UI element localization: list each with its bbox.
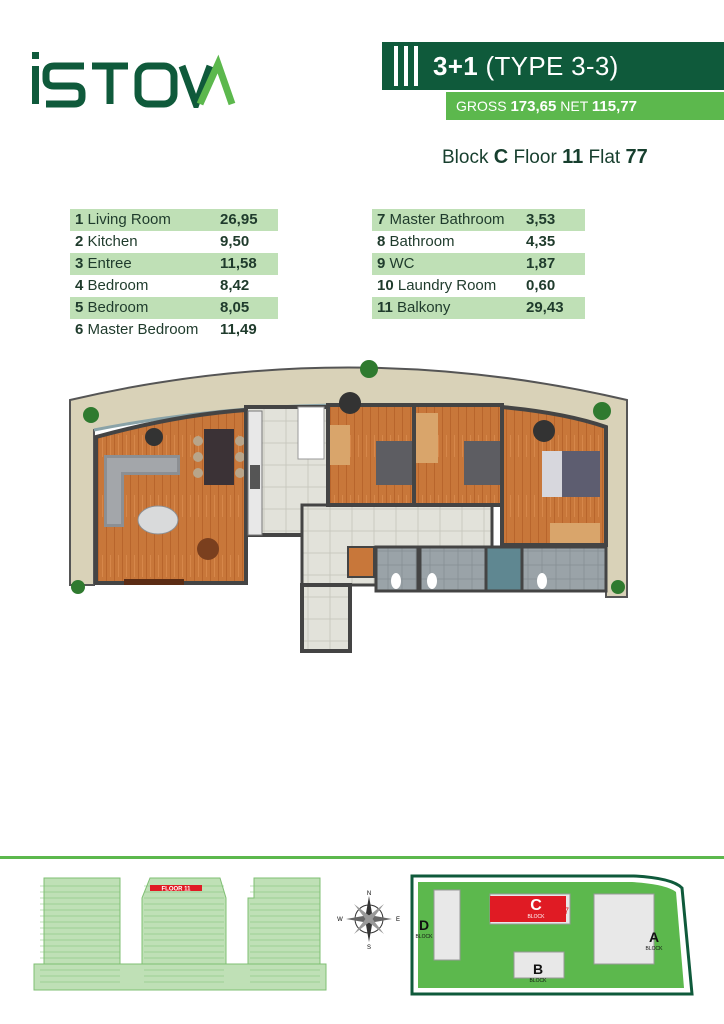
room-area: 4,35 xyxy=(526,233,556,250)
room-row xyxy=(372,297,585,319)
block-value: C xyxy=(493,146,509,168)
room-area: 8,42 xyxy=(220,277,250,294)
building-elevation xyxy=(30,868,330,998)
floor-label: Floor xyxy=(513,147,557,168)
room-number: 9 xyxy=(377,255,386,272)
laundry-room xyxy=(348,547,374,577)
room-number: 5 xyxy=(75,299,84,316)
flat-marker: 77 xyxy=(558,906,570,916)
room-row xyxy=(70,253,278,275)
room-row xyxy=(372,253,585,275)
block-c-letter: C xyxy=(530,897,542,914)
room-name: Balkony xyxy=(397,299,451,316)
plant-icon xyxy=(71,580,85,594)
istova-logo xyxy=(32,52,237,108)
block-a-word: BLOCK xyxy=(645,946,663,952)
compass-w: W xyxy=(337,917,343,923)
room-number: 1 xyxy=(75,211,84,228)
room-name: Master Bathroom xyxy=(389,211,505,228)
room-table-left xyxy=(70,209,278,341)
plant-icon xyxy=(611,580,625,594)
gross-value: 173,65 xyxy=(510,98,557,115)
block-d-word: BLOCK xyxy=(415,934,433,940)
room-name: Entree xyxy=(87,255,132,272)
room-name: Bedroom xyxy=(87,277,149,294)
room-row xyxy=(372,209,585,231)
gross-label: GROSS xyxy=(456,98,507,114)
room-name: WC xyxy=(389,255,415,272)
room-name: Kitchen xyxy=(87,233,138,250)
block-floor-flat xyxy=(442,146,648,169)
room-area: 11,58 xyxy=(220,255,257,272)
room-name: Living Room xyxy=(87,211,171,228)
room-area: 9,50 xyxy=(220,233,250,250)
room-area: 1,87 xyxy=(526,255,556,272)
site-plan xyxy=(404,866,704,1006)
plant-icon xyxy=(360,360,378,378)
section-divider xyxy=(0,856,724,859)
room-row xyxy=(70,297,278,319)
floor-value: 11 xyxy=(562,146,584,168)
room-name: Master Bedroom xyxy=(87,321,199,338)
compass-n: N xyxy=(366,891,372,897)
room-area: 8,05 xyxy=(220,299,250,316)
room-row xyxy=(372,231,585,253)
room-row xyxy=(70,275,278,297)
room-area: 29,43 xyxy=(526,299,564,316)
unit-type-main: 3+1 xyxy=(433,51,479,81)
room-area: 11,49 xyxy=(220,321,257,338)
highlighted-floor-label: FLOOR 11 xyxy=(161,886,191,893)
room-number: 3 xyxy=(75,255,84,272)
plant-icon xyxy=(593,402,611,420)
room-number: 11 xyxy=(377,299,393,316)
room-area: 26,95 xyxy=(220,211,258,228)
room-row xyxy=(372,275,585,297)
unit-type-sub: (TYPE 3-3) xyxy=(485,51,619,81)
compass-icon xyxy=(336,888,402,950)
net-label: NET xyxy=(560,98,588,114)
room-row xyxy=(70,319,278,341)
unit-type-title xyxy=(433,51,619,82)
block-d-letter: D xyxy=(418,917,430,933)
block-a-letter: A xyxy=(648,929,660,945)
net-value: 115,77 xyxy=(591,98,637,115)
plant-icon xyxy=(83,407,99,423)
floor-plan xyxy=(66,355,631,655)
compass-s: S xyxy=(366,945,372,950)
room-number: 2 xyxy=(75,233,84,250)
block-c-word: BLOCK xyxy=(527,914,545,920)
master-bathroom xyxy=(522,547,606,591)
room-number: 7 xyxy=(377,211,386,228)
gross-net-band xyxy=(446,92,724,120)
block-label: Block xyxy=(442,147,489,168)
room-row xyxy=(70,209,278,231)
block-b-letter: B xyxy=(532,961,544,977)
room-row xyxy=(70,231,278,253)
room-number: 10 xyxy=(377,277,394,294)
flat-label: Flat xyxy=(588,147,621,168)
compass-e: E xyxy=(395,917,401,923)
room-number: 4 xyxy=(75,277,84,294)
block-b-word: BLOCK xyxy=(529,978,547,984)
band-stripes xyxy=(392,46,430,86)
room-table-right xyxy=(372,209,585,319)
room-area: 3,53 xyxy=(526,211,556,228)
room-number: 8 xyxy=(377,233,386,250)
room-number: 6 xyxy=(75,321,84,338)
room-name: Laundry Room xyxy=(397,277,497,294)
room-name: Bathroom xyxy=(389,233,455,250)
room-area: 0,60 xyxy=(526,277,556,294)
flat-value: 77 xyxy=(625,146,648,168)
room-name: Bedroom xyxy=(87,299,149,316)
